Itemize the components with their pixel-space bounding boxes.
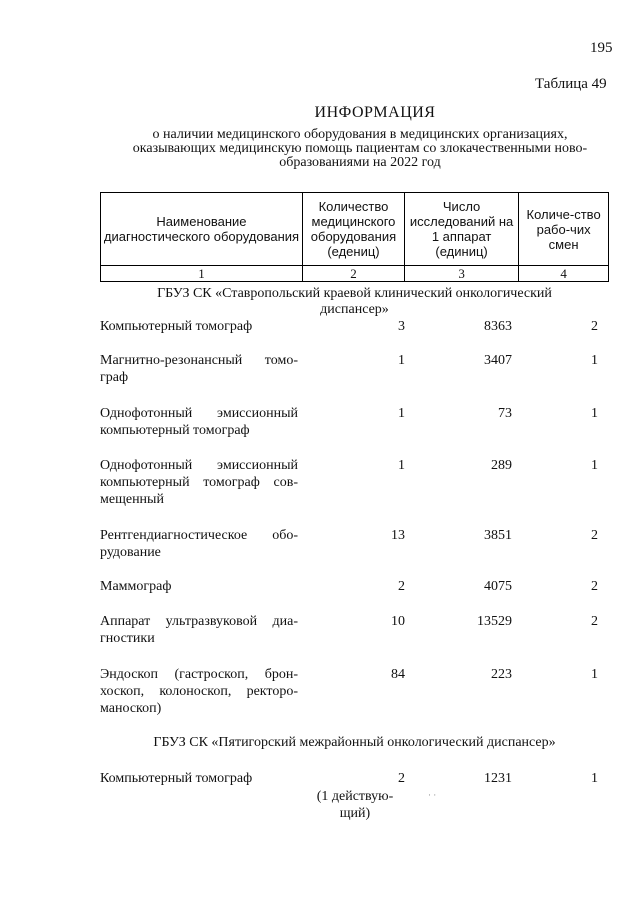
equipment-name: Аппарат ультразвуковой диа-гностики (100, 614, 298, 646)
column-number: 4 (519, 266, 609, 282)
studies-per-unit: 8363 (484, 319, 512, 334)
equipment-name: Однофотонный эмиссионный компьютерный томограф (100, 406, 298, 438)
quantity-note (300, 788, 410, 822)
equipment-name: Маммограф (100, 579, 172, 594)
column-number: 1 (101, 266, 303, 282)
equipment-name: Эндоскоп (гастроскоп, брон-хоскоп, колоноскоп, ректоро-маноскоп) (100, 667, 298, 716)
document-subtitle (100, 128, 620, 170)
studies-per-unit: 3851 (484, 528, 512, 543)
quantity-note-line: щий) (339, 806, 371, 821)
header-cell-shifts: Количе-ство рабо-чих смен (519, 193, 609, 266)
work-shifts: 1 (591, 406, 598, 421)
section-title (100, 735, 609, 751)
section-title-line: диспансер» (320, 302, 389, 317)
work-shifts: 2 (591, 614, 598, 629)
column-number-row (101, 266, 609, 282)
work-shifts: 2 (591, 319, 598, 334)
work-shifts: 1 (591, 458, 598, 473)
work-shifts: 1 (591, 353, 598, 368)
studies-per-unit: 4075 (484, 579, 512, 594)
equipment-quantity: 1 (398, 406, 405, 421)
equipment-quantity: 2 (398, 579, 405, 594)
section-title-line: ГБУЗ СК «Ставропольский краевой клинический онкологический (157, 286, 552, 301)
subtitle-line: образованиями на 2022 год (279, 155, 441, 170)
equipment-name: Однофотонный эмиссионный компьютерный томограф сов-мещенный (100, 458, 298, 507)
studies-per-unit: 223 (491, 667, 512, 682)
equipment-name: Рентгендиагностическое обо-рудование (100, 528, 298, 560)
studies-per-unit: 73 (498, 406, 512, 421)
document-title: ИНФОРМАЦИЯ (314, 104, 436, 121)
equipment-quantity: 3 (398, 319, 405, 334)
work-shifts: 1 (591, 667, 598, 682)
subtitle-line: оказывающих медицинскую помощь пациентам со злокачественными ново- (132, 141, 588, 156)
studies-per-unit: 13529 (477, 614, 512, 629)
table-label: Таблица 49 (535, 76, 607, 92)
page-number: 195 (590, 40, 613, 56)
equipment-quantity: 84 (391, 667, 405, 682)
column-number: 2 (302, 266, 404, 282)
quantity-note-line: (1 действую- (316, 789, 394, 804)
scan-speck: · · (428, 790, 437, 800)
equipment-quantity: 2 (398, 771, 405, 786)
equipment-name: Компьютерный томограф (100, 771, 253, 786)
equipment-quantity: 13 (391, 528, 405, 543)
header-cell-equipment: Наименование диагностического оборудования (101, 193, 303, 266)
equipment-name: Компьютерный томограф (100, 319, 253, 334)
header-cell-studies: Число исследований на 1 аппарат (единиц) (404, 193, 518, 266)
equipment-quantity: 10 (391, 614, 405, 629)
header-cell-quantity: Количество медицинского оборудования (едениц) (302, 193, 404, 266)
equipment-quantity: 1 (398, 458, 405, 473)
studies-per-unit: 1231 (484, 771, 512, 786)
studies-per-unit: 289 (491, 458, 512, 473)
equipment-name: Магнитно-резонансный томо-граф (100, 353, 298, 385)
work-shifts: 2 (591, 528, 598, 543)
column-number: 3 (404, 266, 518, 282)
work-shifts: 1 (591, 771, 598, 786)
studies-per-unit: 3407 (484, 353, 512, 368)
section-title-line: ГБУЗ СК «Пятигорский межрайонный онкологический диспансер» (153, 735, 556, 750)
section-title (100, 286, 609, 318)
equipment-quantity: 1 (398, 353, 405, 368)
work-shifts: 2 (591, 579, 598, 594)
subtitle-line: о наличии медицинского оборудования в медицинских организациях, (152, 127, 568, 142)
table-header (100, 192, 609, 282)
header-row (101, 193, 609, 266)
